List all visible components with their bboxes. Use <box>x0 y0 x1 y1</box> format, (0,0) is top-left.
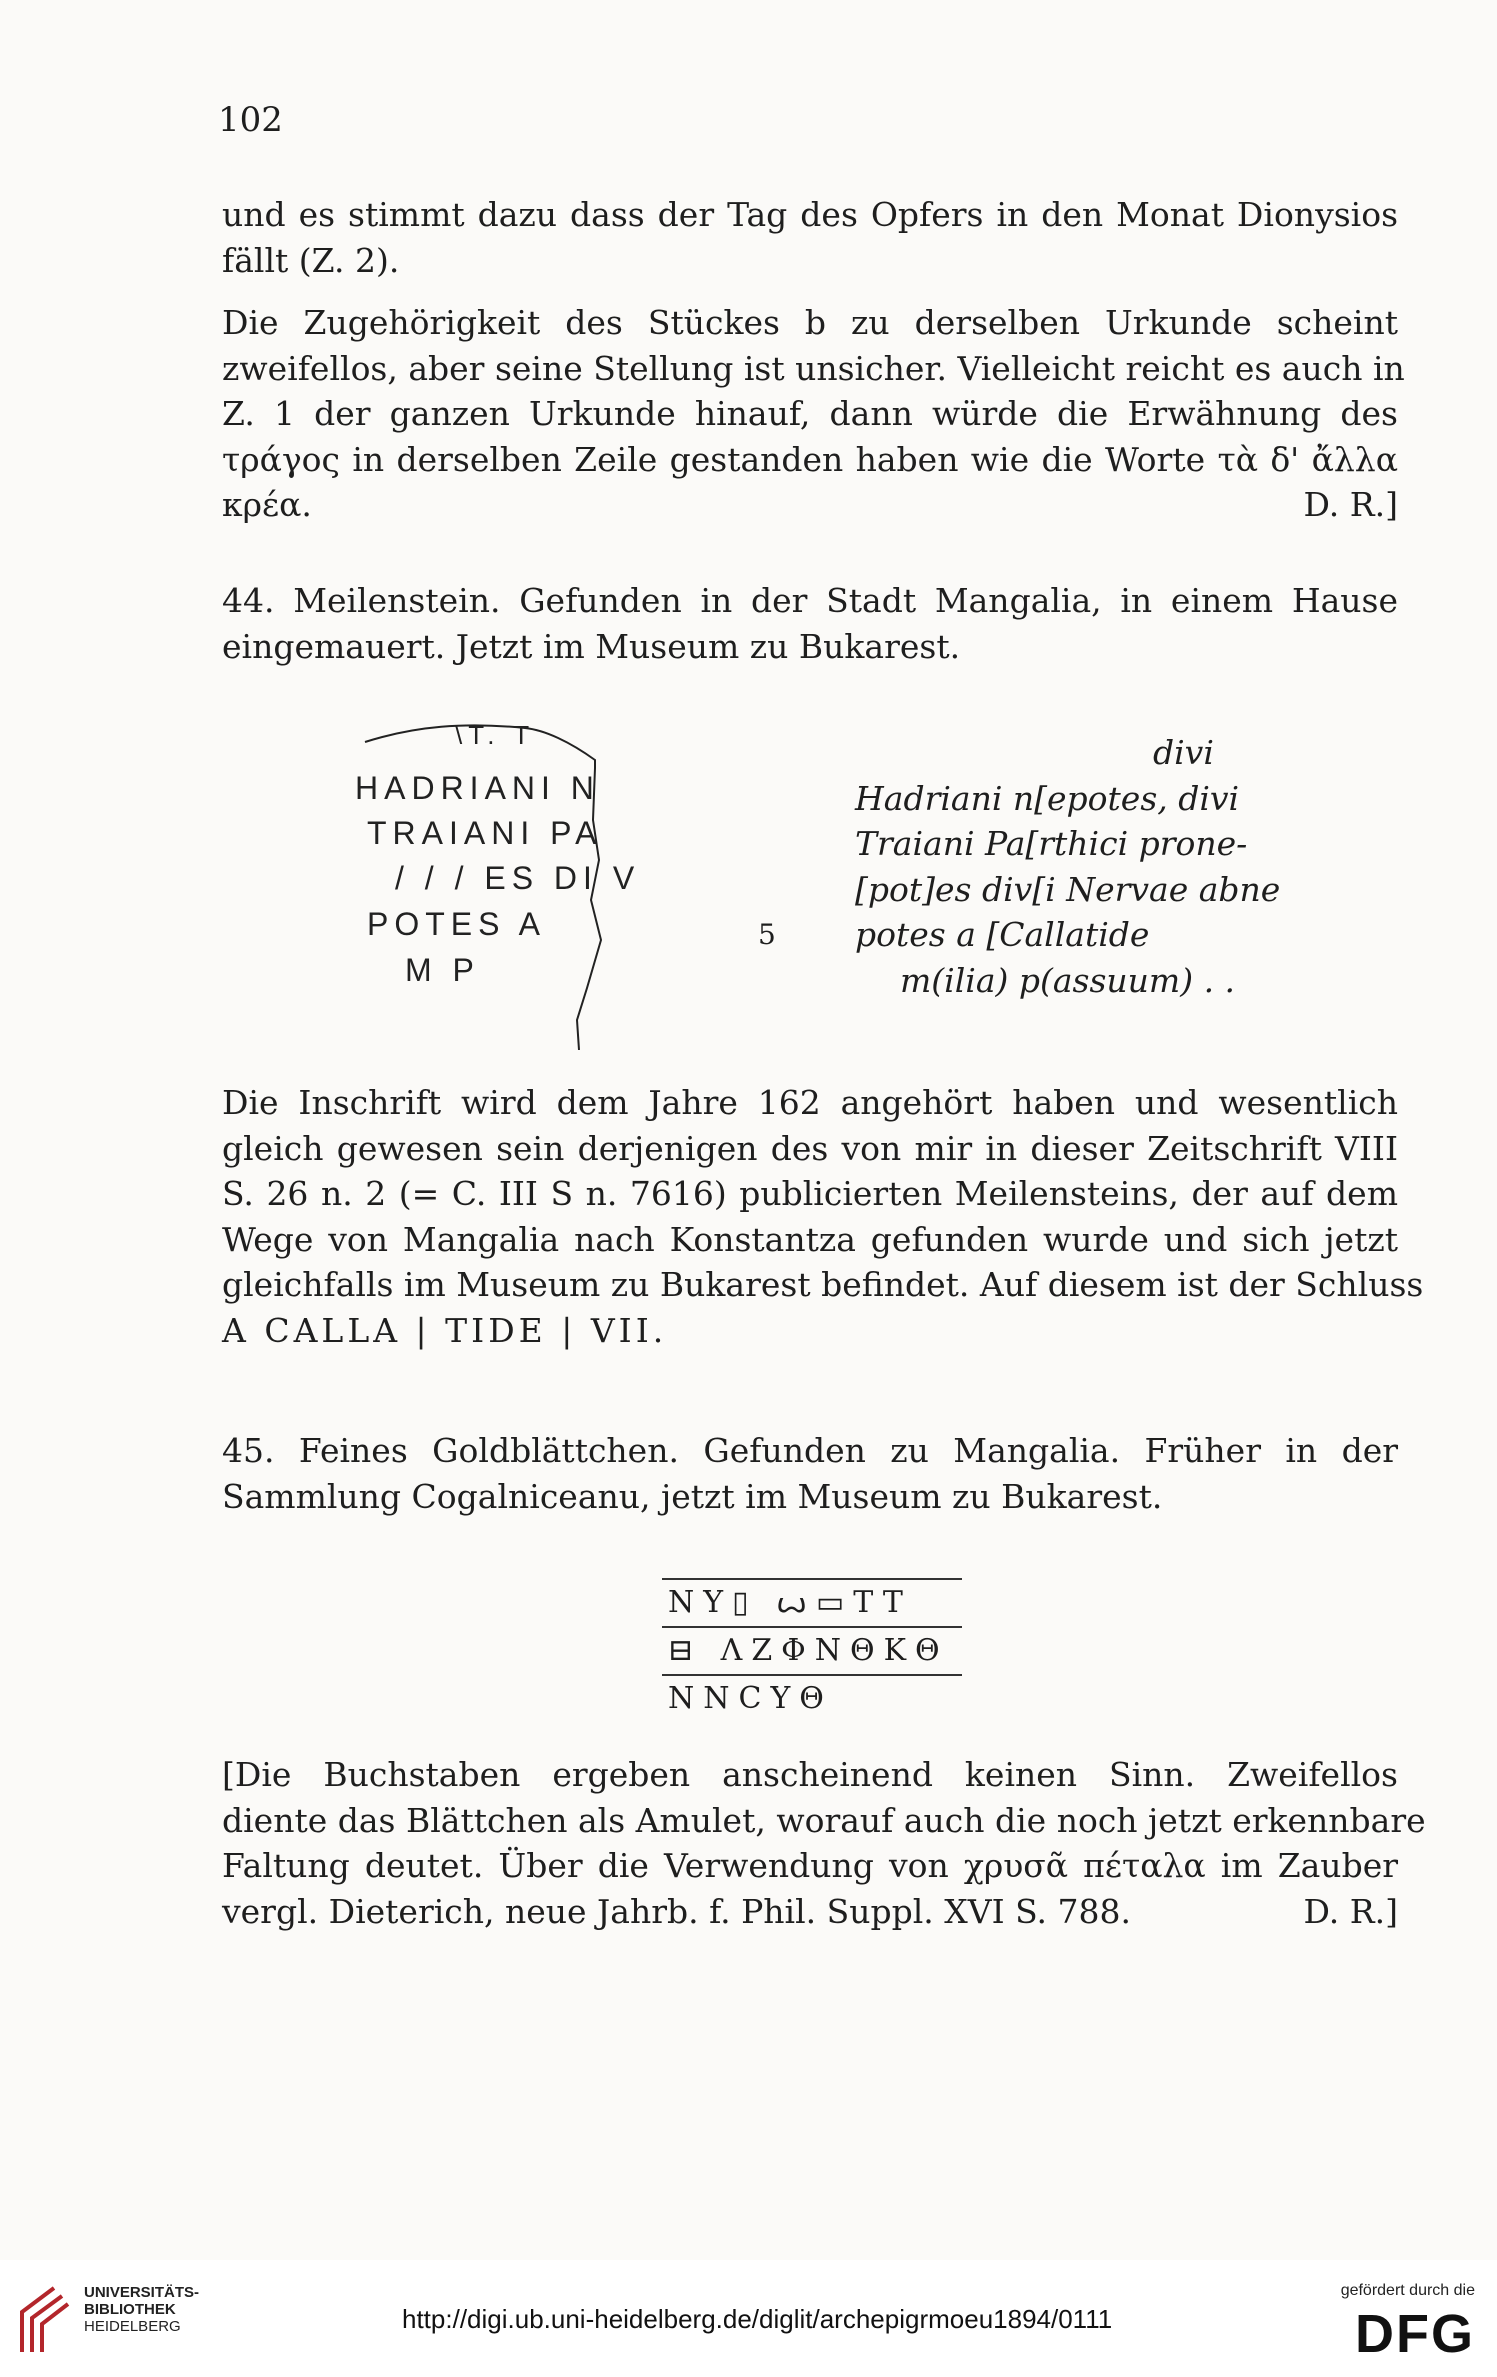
paragraph-4 <box>222 1080 1424 1353</box>
plate-line: ⊟ ΛΖΦΝΘΚΘ <box>668 1633 949 1668</box>
text-line: 44. Meilenstein. Gefunden in der Stadt Mangalia, in einem Hause <box>222 581 1398 620</box>
text-line: gleichfalls im Museum zu Bukarest befindet. Auf diesem ist der Schluss <box>222 1265 1424 1304</box>
text-line: 45. Feines Goldblättchen. Gefunden zu Mangalia. Früher in der <box>222 1431 1398 1470</box>
page-number: 102 <box>218 100 283 140</box>
inscription-facsimile <box>355 720 655 1050</box>
inscription-line: M P <box>405 952 480 988</box>
plate-line: NY▯ ꙍ▭TT <box>668 1585 912 1620</box>
text-line-signed <box>222 482 1398 528</box>
inscription-line: / / / ES DI V <box>395 860 641 896</box>
paragraph-6 <box>222 1752 1426 1934</box>
text-line: Z. 1 der ganzen Urkunde hinauf, dann würde die Erwähnung des <box>222 394 1398 433</box>
text-line-signed <box>222 1889 1398 1935</box>
inscription-line: POTES A <box>367 906 546 942</box>
transcription-line: m(ilia) p(assuum) . . <box>900 960 1236 1000</box>
library-name <box>84 2284 199 2335</box>
text-line: κρέα. <box>222 485 312 524</box>
text-line: und es stimmt dazu dass der Tag des Opfers in den Monat Dionysios <box>222 195 1398 234</box>
text-line: Die Zugehörigkeit des Stückes b zu derselben Urkunde scheint <box>222 303 1398 342</box>
inscription-transcription <box>758 730 1281 1003</box>
transcription-line-5 <box>758 912 1260 958</box>
text-line: gleich gewesen sein derjenigen des von mir in dieser Zeitschrift VIII <box>222 1128 1398 1168</box>
transcription-line: Traiani Pa[rthici prone- <box>855 824 1248 863</box>
text-line: Wege von Mangalia nach Konstantza gefunden wurde und sich jetzt <box>222 1219 1398 1259</box>
text-line: zweifellos, aber seine Stellung ist unsicher. Vielleicht reicht es auch in <box>222 348 1405 388</box>
text-line: τράγος in derselben Zeile gestanden haben wie die Worte τὰ δ' ἄλλα <box>222 439 1398 479</box>
inscription-top-line: \T. T <box>455 720 536 750</box>
library-logo-icon <box>14 2282 74 2358</box>
text-line: S. 26 n. 2 (= C. III S n. 7616) publicierten Meilensteins, der auf dem <box>222 1174 1398 1213</box>
text-line: eingemauert. Jetzt im Museum zu Bukarest. <box>222 626 961 666</box>
inscription-line: TRAIANI PA <box>367 815 603 851</box>
transcription-line: divi <box>1153 733 1214 772</box>
paragraph-2 <box>222 300 1405 528</box>
library-name-line: HEIDELBERG <box>84 2318 181 2335</box>
text-line: A CALLA | TIDE | VII. <box>222 1310 668 1350</box>
transcription-line: potes a [Callatide <box>855 915 1150 954</box>
text-line: diente das Blättchen als Amulet, worauf auch die noch jetzt erkennbare <box>222 1800 1426 1840</box>
inscription-line: HADRIANI N <box>355 770 600 806</box>
library-name-line: UNIVERSITÄTS- <box>84 2284 200 2301</box>
permalink-url[interactable]: http://digi.ub.uni-heidelberg.de/diglit/archepigrmoeu1894/0111 <box>402 2304 1113 2334</box>
plate-line: NNCYΘ <box>668 1681 833 1716</box>
transcription-line: [pot]es div[i Nervae abne <box>855 869 1281 909</box>
dfg-logo: DFG <box>1355 2304 1475 2364</box>
footer-bar <box>0 2260 1497 2377</box>
library-name-line: BIBLIOTHEK <box>84 2301 176 2318</box>
text-line: Die Inschrift wird dem Jahre 162 angehört haben und wesentlich <box>222 1083 1398 1122</box>
paragraph-1 <box>222 192 1398 283</box>
text-line: vergl. Dieterich, neue Jahrb. f. Phil. Suppl. XVI S. 788. <box>222 1891 1132 1931</box>
text-line: Faltung deutet. Über die Verwendung von χρυσᾶ πέταλα im Zauber <box>222 1846 1398 1885</box>
signature-initials: D. R.] <box>1303 1891 1398 1931</box>
text-line: Sammlung Cogalniceanu, jetzt im Museum zu Bukarest. <box>222 1476 1163 1516</box>
transcription-line: Hadriani n[epotes, divi <box>855 778 1240 818</box>
line-number: 5 <box>758 918 776 951</box>
text-line: fällt (Z. 2). <box>222 240 400 280</box>
funding-caption: gefördert durch die <box>1340 2282 1475 2299</box>
gold-plate-letters <box>662 1578 962 1722</box>
text-line: [Die Buchstaben ergeben anscheinend keinen Sinn. Zweifellos <box>222 1755 1398 1794</box>
signature-initials: D. R.] <box>1303 485 1398 524</box>
paragraph-5 <box>222 1428 1398 1519</box>
paragraph-3 <box>222 578 1398 669</box>
